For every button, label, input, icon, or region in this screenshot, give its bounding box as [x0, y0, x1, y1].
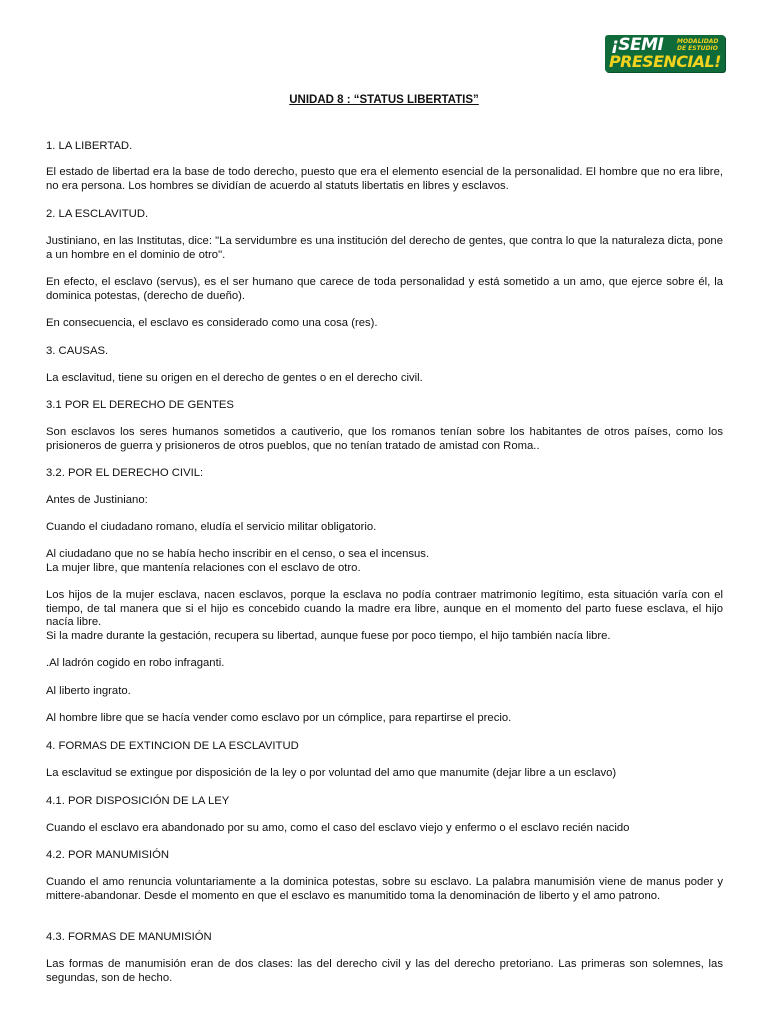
- section-heading-derecho-gentes: 3.1 POR EL DERECHO DE GENTES: [46, 399, 234, 411]
- section-heading-formas-manumision: 4.3. FORMAS DE MANUMISIÓN: [46, 931, 212, 943]
- paragraph-causas: La esclavitud, tiene su origen en el derecho de gentes o en el derecho civil.: [46, 372, 423, 384]
- paragraph-servus: En efecto, el esclavo (servus), es el ser humano que carece de toda personalidad y está sometido a un amo, que ejerce sobre él, la dominica potestas, (derecho de dueño).: [46, 276, 723, 302]
- semipresencial-logo: [605, 35, 725, 72]
- paragraph-extincion: La esclavitud se extingue por disposición de la ley o por voluntad del amo que manumite (dejar libre a un esclavo): [46, 767, 617, 779]
- section-heading-esclavitud: 2. LA ESCLAVITUD.: [46, 208, 149, 220]
- paragraph-servicio-militar: Cuando el ciudadano romano, eludía el servicio militar obligatorio.: [46, 521, 377, 533]
- section-heading-extincion: 4. FORMAS DE EXTINCION DE LA ESCLAVITUD: [46, 740, 299, 752]
- paragraph-manumision: Cuando el amo renuncia voluntariamente a la dominica potestas, sobre su esclavo. La palabra manumisión viene de manus poder y mittere-abandonar. Desde el momento en que el esclavo es manumitido toma la denominación de liberto y el amo patrono.: [46, 876, 723, 902]
- paragraph-antes-justiniano: Antes de Justiniano:: [46, 494, 148, 506]
- paragraph-disposicion-ley: Cuando el esclavo era abandonado por su amo, como el caso del esclavo viejo y enfermo o el esclavo recién nacido: [46, 822, 630, 834]
- paragraph-formas-manumision: Las formas de manumisión eran de dos clases: las del derecho civil y las del derecho pretoriano. Las primeras son solemnes, las segundas, son de hecho.: [46, 958, 723, 984]
- paragraph-gestacion: Si la madre durante la gestación, recupera su libertad, aunque fuese por poco tiempo, el hijo también nacía libre.: [46, 630, 611, 642]
- document-title: UNIDAD 8 : “STATUS LIBERTATIS”: [289, 94, 479, 106]
- section-heading-disposicion-ley: 4.1. POR DISPOSICIÓN DE LA LEY: [46, 795, 230, 807]
- logo-presencial-text: PRESENCIAL!: [609, 52, 721, 71]
- paragraph-incensus: Al ciudadano que no se había hecho inscribir en el censo, o sea el incensus.: [46, 548, 430, 560]
- paragraph-res: En consecuencia, el esclavo es considerado como una cosa (res).: [46, 317, 378, 329]
- paragraph-ladron: .Al ladrón cogido en robo infraganti.: [46, 657, 225, 669]
- logo-modalidad-text: MODALIDAD DE ESTUDIO: [677, 38, 719, 52]
- paragraph-derecho-gentes: Son esclavos los seres humanos sometidos a cautiverio, que los romanos tenían sobre los habitantes de otros países, como los prisioneros de guerra y prisioneros de otros pueblos, que no tenían tratado de amistad con Roma..: [46, 426, 723, 452]
- section-heading-manumision: 4.2. POR MANUMISIÓN: [46, 849, 170, 861]
- section-heading-derecho-civil: 3.2. POR EL DERECHO CIVIL:: [46, 467, 204, 479]
- paragraph-libertad: El estado de libertad era la base de todo derecho, puesto que era el elemento esencial de la personalidad. El hombre que no era libre, no era persona. Los hombres se dividían de acuerdo al statuts libertatis en libres y esclavos.: [46, 166, 723, 192]
- section-heading-libertad: 1. LA LIBERTAD.: [46, 140, 133, 152]
- paragraph-liberto-ingrato: Al liberto ingrato.: [46, 685, 131, 697]
- paragraph-hijos-esclava: Los hijos de la mujer esclava, nacen esclavos, porque la esclava no podía contraer matrimonio legítimo, esta situación varía con el tiempo, de tal manera que si el hijo es concebido cuando la madre era libre, aunque en el momento del parto fuese esclava, el hijo nacía libre.: [46, 589, 723, 628]
- paragraph-hombre-libre: Al hombre libre que se hacía vender como esclavo por un cómplice, para repartirse el precio.: [46, 712, 512, 724]
- paragraph-mujer-libre: La mujer libre, que mantenía relaciones con el esclavo de otro.: [46, 562, 361, 574]
- paragraph-justiniano: Justiniano, en las Institutas, dice: "La servidumbre es una institución del derecho de gentes, que contra lo que la naturaleza dicta, pone a un hombre en el dominio de otro".: [46, 235, 723, 261]
- logo-semi-text: ¡SEMI: [611, 35, 664, 55]
- section-heading-causas: 3. CAUSAS.: [46, 345, 109, 357]
